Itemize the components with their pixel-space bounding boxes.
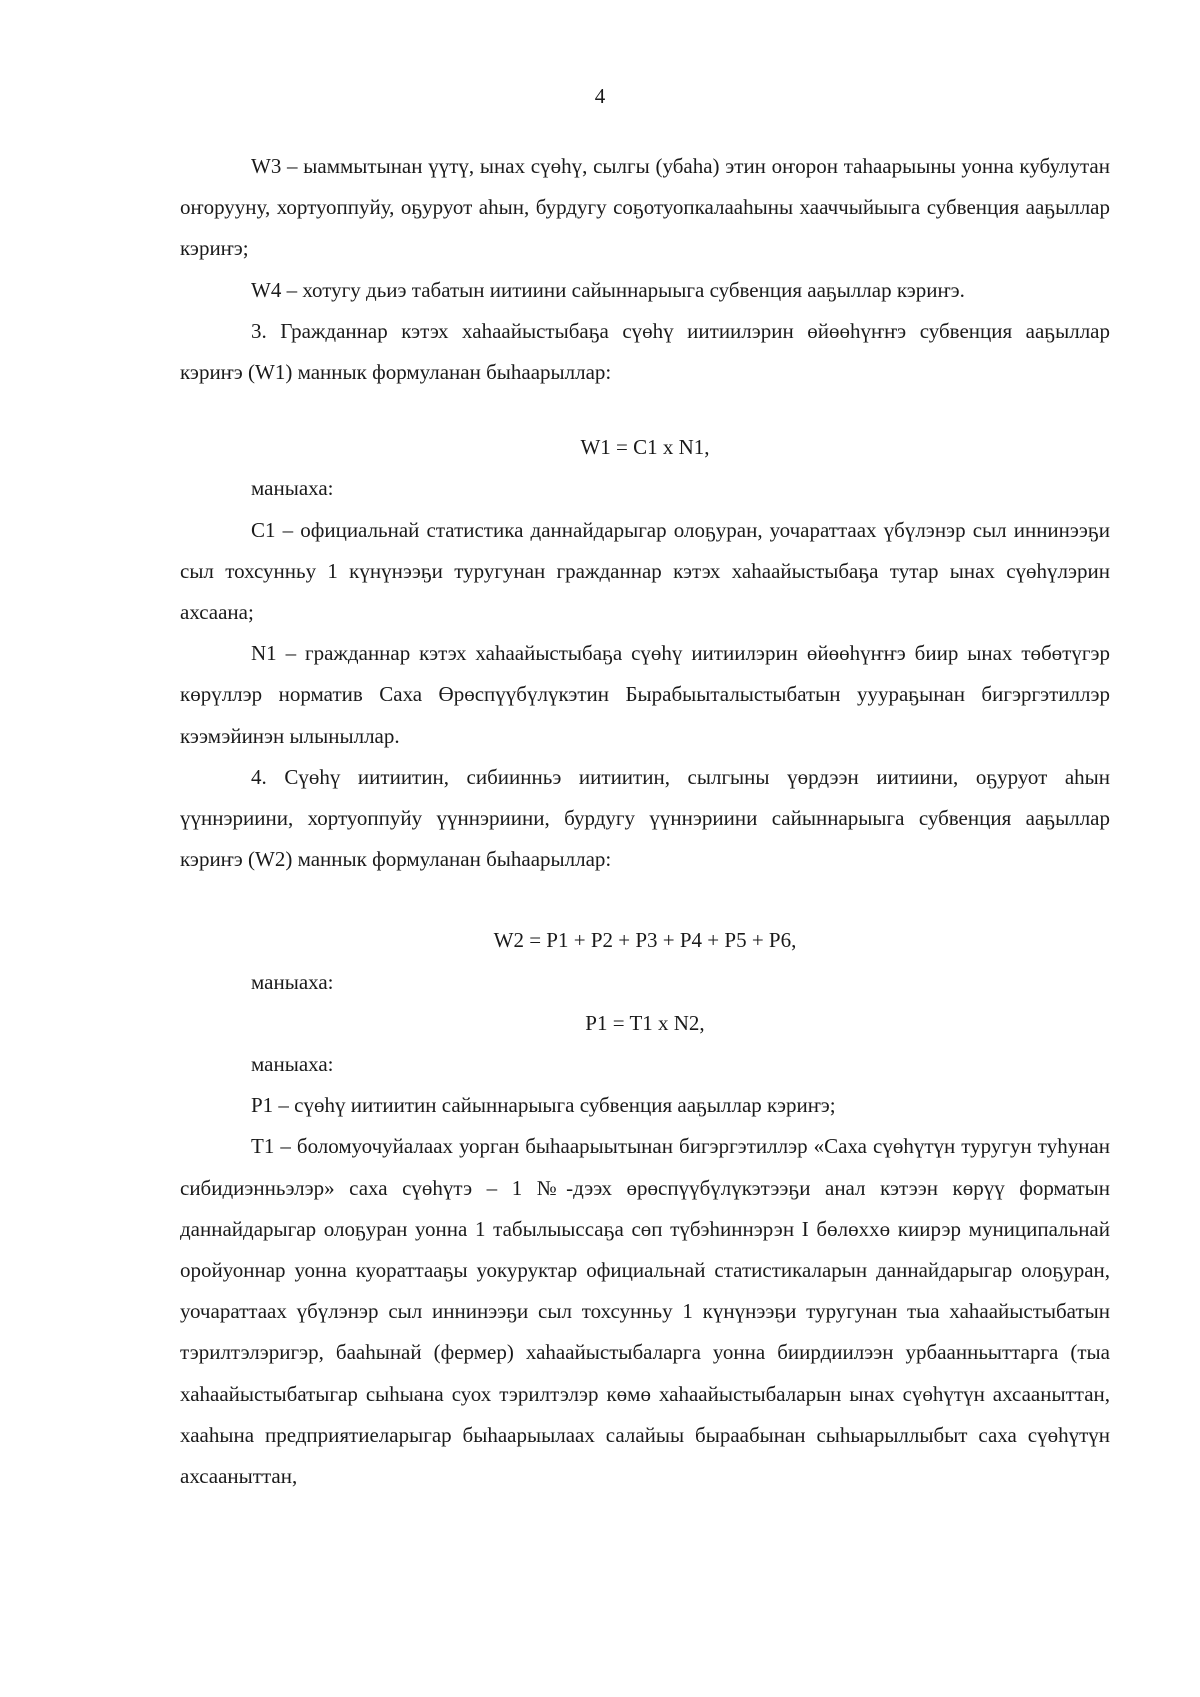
paragraph-section-3: 3. Гражданнар кэтэх хаһаайыстыбаҕа сүөһү иитиилэрин өйөөһүҥҥэ субвенция ааҕыллар кэриҥэ (W1) маннык формуланан быһаарыллар: (180, 318, 1110, 385)
document-body (180, 146, 1110, 1497)
formula-p1: P1 = T1 x N2, (585, 1010, 705, 1035)
paragraph-w3: W3 – ыаммытынан үүтү, ынах сүөһү, сылгы (убаһа) этин оҥорон таһаарыыны уонна кубулутан оҥорууну, хортуоппуйу, оҕуруот аһын, бурдугу соҕотуопкалааһыны хааччыйыыга субвенция ааҕыллар кэриҥэ; (180, 154, 1110, 261)
paragraph-section-4: 4. Сүөһү иитиитин, сибиинньэ иитиитин, сылгыны үөрдээн иитиини, оҕуруот аһын үүннэриини, хортуоппуйу үүннэриини, бурдугу үүннэриини сайыннарыыга субвенция ааҕыллар кэриҥэ (W2) маннык формуланан быһаарыллар: (180, 764, 1110, 872)
formula-w2: W2 = P1 + P2 + P3 + P4 + P5 + P6, (493, 928, 797, 953)
where-label-1: маныаха: (251, 476, 334, 501)
where-label-3: маныаха: (251, 1052, 334, 1077)
where-label-2: маныаха: (251, 969, 334, 994)
formula-w1: W1 = C1 x N1, (580, 435, 710, 460)
page-number: 4 (594, 84, 606, 108)
paragraph-c1-definition: C1 – официальнай статистика даннайдарыгар олоҕуран, уочараттаах үбүлэнэр сыл иннинээҕи сыл тохсунньу 1 күнүнээҕи туругунан гражданнар кэтэх хаһаайыстыбаҕа тутар ынах сүөһүлэрин ахсаана; (180, 517, 1110, 625)
paragraph-p1-definition: P1 – сүөһү иитиитин сайыннарыыга субвенция ааҕыллар кэриҥэ; (251, 1093, 836, 1118)
paragraph-n1-definition: N1 – гражданнар кэтэх хаһаайыстыбаҕа сүөһү иитиилэрин өйөөһүҥҥэ биир ынах төбөтүгэр көрүллэр норматив Саха Өрөспүүбүлүкэтин Бырабыыталыстыбатын ууураҕынан бигэргэтиллэр кээмэйинэн ылыныллар. (180, 641, 1110, 748)
paragraph-t1-definition: T1 – боломуочуйалаах уорган быһаарыытынан бигэргэтиллэр «Саха сүөһүтүн туругун туһунан сибидиэнньэлэр» саха сүөһүтэ – 1 №-дээх өрөспүүбүлүкэтээҕи анал кэтээн көрүү форматын даннайдарыгар олоҕуран уонна 1 табылыыссаҕа сөп түбэһиннэрэн I бөлөххө киирэр муниципальнай оройуоннар уонна куораттааҕы уокуруктар официальнай статистикаларын даннайдарыгар олоҕуран, уочараттаах үбүлэнэр сыл иннинээҕи сыл тохсунньу 1 күнүнээҕи туругунан тыа хаһаайыстыбатын тэрилтэлэригэр, бааһынай (фермер) хаһаайыстыбаларга уонна биирдиилээн урбаанньыттарга (тыа хаһаайыстыбатыгар сыһыана суох тэрилтэлэр көмө хаһаайыстыбаларын ынах сүөһүтүн ахсааныттан, хааһына предприятиеларыгар быһаарыылаах салайыы быраабынан сыһыарыллыбыт саха сүөһүтүн ахсааныттан, (180, 1134, 1110, 1489)
paragraph-w4: W4 – хотугу дьиэ табатын иитиини сайыннарыыга субвенция ааҕыллар кэриҥэ. (251, 277, 965, 302)
